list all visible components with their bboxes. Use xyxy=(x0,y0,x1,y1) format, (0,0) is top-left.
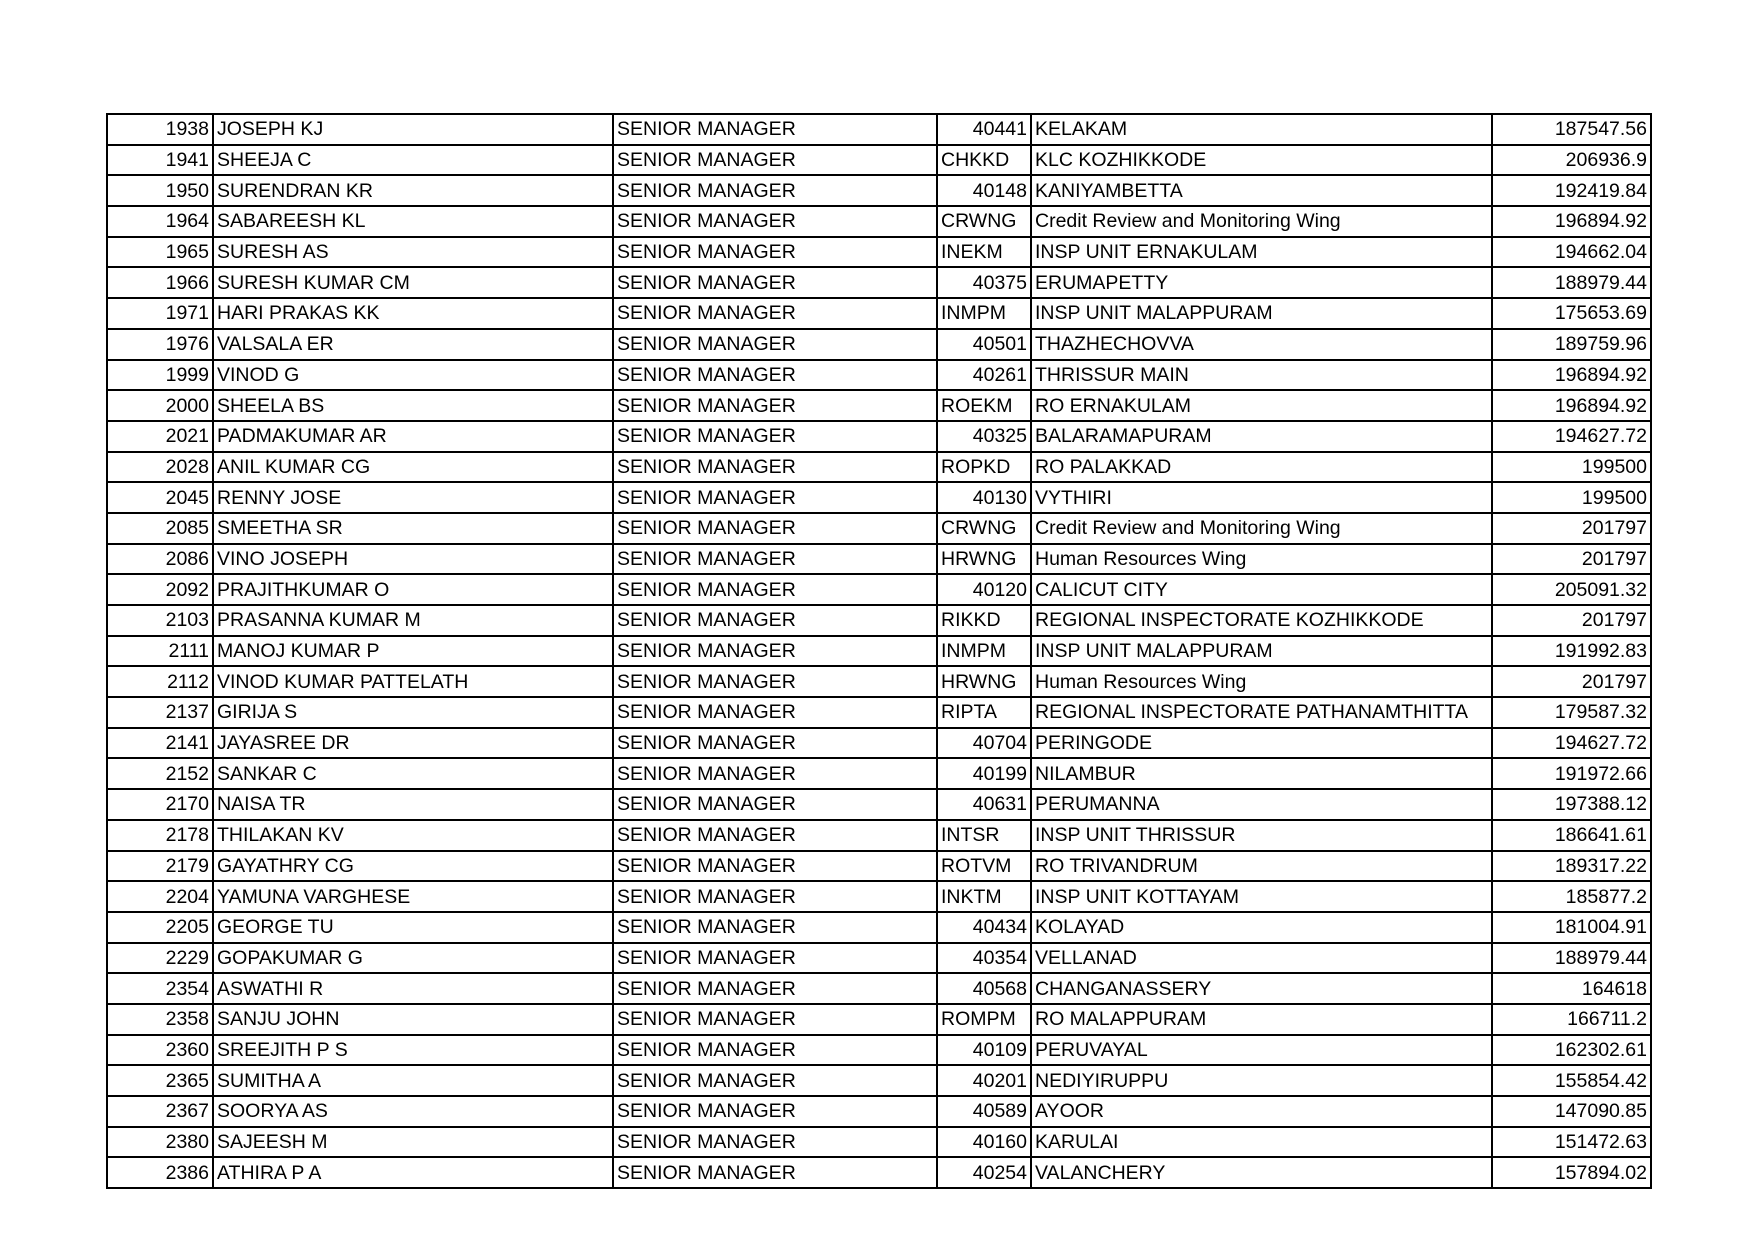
employee-id-cell: 1938 xyxy=(107,114,213,145)
designation-cell: SENIOR MANAGER xyxy=(613,329,937,360)
table-row xyxy=(107,114,1651,145)
designation-cell: SENIOR MANAGER xyxy=(613,728,937,759)
office-name-cell: AYOOR xyxy=(1031,1096,1492,1127)
designation-cell: SENIOR MANAGER xyxy=(613,175,937,206)
employee-id-cell: 2170 xyxy=(107,789,213,820)
office-name-cell: PERUVAYAL xyxy=(1031,1035,1492,1066)
amount-cell: 185877.2 xyxy=(1492,881,1651,912)
designation-cell: SENIOR MANAGER xyxy=(613,267,937,298)
branch-code-cell: ROPKD xyxy=(937,452,1031,483)
employee-name-cell: GAYATHRY CG xyxy=(213,851,613,882)
office-name-cell: INSP UNIT MALAPPURAM xyxy=(1031,298,1492,329)
branch-code-cell: 40568 xyxy=(937,973,1031,1004)
office-name-cell: PERUMANNA xyxy=(1031,789,1492,820)
employee-id-cell: 1999 xyxy=(107,360,213,391)
branch-code-cell: RIPTA xyxy=(937,697,1031,728)
amount-cell: 201797 xyxy=(1492,513,1651,544)
designation-cell: SENIOR MANAGER xyxy=(613,544,937,575)
designation-cell: SENIOR MANAGER xyxy=(613,1127,937,1158)
table-row xyxy=(107,237,1651,268)
amount-cell: 147090.85 xyxy=(1492,1096,1651,1127)
amount-cell: 206936.9 xyxy=(1492,145,1651,176)
office-name-cell: Credit Review and Monitoring Wing xyxy=(1031,206,1492,237)
branch-code-cell: 40354 xyxy=(937,943,1031,974)
employee-name-cell: YAMUNA VARGHESE xyxy=(213,881,613,912)
designation-cell: SENIOR MANAGER xyxy=(613,943,937,974)
employee-id-cell: 2360 xyxy=(107,1035,213,1066)
designation-cell: SENIOR MANAGER xyxy=(613,513,937,544)
amount-cell: 175653.69 xyxy=(1492,298,1651,329)
employee-id-cell: 1950 xyxy=(107,175,213,206)
table-row xyxy=(107,605,1651,636)
branch-code-cell: ROTVM xyxy=(937,851,1031,882)
designation-cell: SENIOR MANAGER xyxy=(613,574,937,605)
office-name-cell: INSP UNIT KOTTAYAM xyxy=(1031,881,1492,912)
table-row xyxy=(107,1035,1651,1066)
designation-cell: SENIOR MANAGER xyxy=(613,881,937,912)
table-row xyxy=(107,636,1651,667)
employee-name-cell: PRAJITHKUMAR O xyxy=(213,574,613,605)
office-name-cell: KANIYAMBETTA xyxy=(1031,175,1492,206)
amount-cell: 201797 xyxy=(1492,605,1651,636)
amount-cell: 162302.61 xyxy=(1492,1035,1651,1066)
office-name-cell: KLC KOZHIKKODE xyxy=(1031,145,1492,176)
branch-code-cell: CHKKD xyxy=(937,145,1031,176)
employee-name-cell: SURESH KUMAR CM xyxy=(213,267,613,298)
employee-id-cell: 2112 xyxy=(107,666,213,697)
table-row xyxy=(107,666,1651,697)
designation-cell: SENIOR MANAGER xyxy=(613,206,937,237)
table-row xyxy=(107,267,1651,298)
designation-cell: SENIOR MANAGER xyxy=(613,666,937,697)
designation-cell: SENIOR MANAGER xyxy=(613,390,937,421)
amount-cell: 191972.66 xyxy=(1492,758,1651,789)
table-row xyxy=(107,574,1651,605)
branch-code-cell: 40261 xyxy=(937,360,1031,391)
designation-cell: SENIOR MANAGER xyxy=(613,973,937,1004)
employee-id-cell: 2386 xyxy=(107,1157,213,1188)
employee-name-cell: SANKAR C xyxy=(213,758,613,789)
office-name-cell: PERINGODE xyxy=(1031,728,1492,759)
designation-cell: SENIOR MANAGER xyxy=(613,482,937,513)
amount-cell: 186641.61 xyxy=(1492,820,1651,851)
employee-name-cell: NAISA TR xyxy=(213,789,613,820)
amount-cell: 191992.83 xyxy=(1492,636,1651,667)
table-row xyxy=(107,1127,1651,1158)
designation-cell: SENIOR MANAGER xyxy=(613,912,937,943)
employee-id-cell: 1966 xyxy=(107,267,213,298)
office-name-cell: VALANCHERY xyxy=(1031,1157,1492,1188)
employee-id-cell: 2085 xyxy=(107,513,213,544)
employee-name-cell: VINO JOSEPH xyxy=(213,544,613,575)
table-row xyxy=(107,145,1651,176)
designation-cell: SENIOR MANAGER xyxy=(613,1157,937,1188)
table-row xyxy=(107,298,1651,329)
office-name-cell: REGIONAL INSPECTORATE KOZHIKKODE xyxy=(1031,605,1492,636)
branch-code-cell: 40441 xyxy=(937,114,1031,145)
employee-name-cell: GOPAKUMAR G xyxy=(213,943,613,974)
designation-cell: SENIOR MANAGER xyxy=(613,697,937,728)
designation-cell: SENIOR MANAGER xyxy=(613,758,937,789)
employee-id-cell: 2354 xyxy=(107,973,213,1004)
designation-cell: SENIOR MANAGER xyxy=(613,145,937,176)
amount-cell: 166711.2 xyxy=(1492,1004,1651,1035)
employee-name-cell: JOSEPH KJ xyxy=(213,114,613,145)
employee-name-cell: HARI PRAKAS KK xyxy=(213,298,613,329)
office-name-cell: RO TRIVANDRUM xyxy=(1031,851,1492,882)
table-row xyxy=(107,789,1651,820)
table-row xyxy=(107,728,1651,759)
amount-cell: 196894.92 xyxy=(1492,206,1651,237)
table-row xyxy=(107,851,1651,882)
employee-name-cell: SREEJITH P S xyxy=(213,1035,613,1066)
designation-cell: SENIOR MANAGER xyxy=(613,421,937,452)
employee-id-cell: 2045 xyxy=(107,482,213,513)
branch-code-cell: 40120 xyxy=(937,574,1031,605)
amount-cell: 157894.02 xyxy=(1492,1157,1651,1188)
office-name-cell: BALARAMAPURAM xyxy=(1031,421,1492,452)
branch-code-cell: 40160 xyxy=(937,1127,1031,1158)
branch-code-cell: INKTM xyxy=(937,881,1031,912)
amount-cell: 199500 xyxy=(1492,452,1651,483)
branch-code-cell: INEKM xyxy=(937,237,1031,268)
branch-code-cell: INMPM xyxy=(937,636,1031,667)
employee-id-cell: 1971 xyxy=(107,298,213,329)
amount-cell: 196894.92 xyxy=(1492,360,1651,391)
table-row xyxy=(107,513,1651,544)
amount-cell: 188979.44 xyxy=(1492,943,1651,974)
designation-cell: SENIOR MANAGER xyxy=(613,605,937,636)
designation-cell: SENIOR MANAGER xyxy=(613,1004,937,1035)
employee-name-cell: ANIL KUMAR CG xyxy=(213,452,613,483)
employee-id-cell: 2178 xyxy=(107,820,213,851)
employee-name-cell: RENNY JOSE xyxy=(213,482,613,513)
table-row xyxy=(107,912,1651,943)
designation-cell: SENIOR MANAGER xyxy=(613,636,937,667)
employee-id-cell: 1941 xyxy=(107,145,213,176)
designation-cell: SENIOR MANAGER xyxy=(613,1065,937,1096)
designation-cell: SENIOR MANAGER xyxy=(613,789,937,820)
table-row xyxy=(107,820,1651,851)
office-name-cell: CALICUT CITY xyxy=(1031,574,1492,605)
employee-id-cell: 2179 xyxy=(107,851,213,882)
employee-name-cell: SUMITHA A xyxy=(213,1065,613,1096)
employee-id-cell: 2028 xyxy=(107,452,213,483)
employee-id-cell: 2137 xyxy=(107,697,213,728)
amount-cell: 155854.42 xyxy=(1492,1065,1651,1096)
table-row xyxy=(107,329,1651,360)
employee-name-cell: SANJU JOHN xyxy=(213,1004,613,1035)
employee-name-cell: ATHIRA P A xyxy=(213,1157,613,1188)
branch-code-cell: 40254 xyxy=(937,1157,1031,1188)
table-row xyxy=(107,758,1651,789)
table-row xyxy=(107,1157,1651,1188)
employee-id-cell: 2367 xyxy=(107,1096,213,1127)
table-row xyxy=(107,360,1651,391)
employee-name-cell: SHEELA BS xyxy=(213,390,613,421)
table-row xyxy=(107,1096,1651,1127)
table-row xyxy=(107,206,1651,237)
branch-code-cell: ROMPM xyxy=(937,1004,1031,1035)
office-name-cell: CHANGANASSERY xyxy=(1031,973,1492,1004)
employee-name-cell: SMEETHA SR xyxy=(213,513,613,544)
amount-cell: 199500 xyxy=(1492,482,1651,513)
employee-name-cell: SHEEJA C xyxy=(213,145,613,176)
amount-cell: 188979.44 xyxy=(1492,267,1651,298)
employee-name-cell: SURENDRAN KR xyxy=(213,175,613,206)
employee-name-cell: PRASANNA KUMAR M xyxy=(213,605,613,636)
table-row xyxy=(107,452,1651,483)
branch-code-cell: CRWNG xyxy=(937,206,1031,237)
employee-name-cell: SURESH AS xyxy=(213,237,613,268)
employee-id-cell: 2365 xyxy=(107,1065,213,1096)
employee-id-cell: 2021 xyxy=(107,421,213,452)
employee-name-cell: SABAREESH KL xyxy=(213,206,613,237)
employee-id-cell: 1964 xyxy=(107,206,213,237)
amount-cell: 189759.96 xyxy=(1492,329,1651,360)
employee-table xyxy=(106,113,1652,1189)
employee-name-cell: THILAKAN KV xyxy=(213,820,613,851)
table-row xyxy=(107,1065,1651,1096)
branch-code-cell: 40325 xyxy=(937,421,1031,452)
employee-id-cell: 1965 xyxy=(107,237,213,268)
branch-code-cell: RIKKD xyxy=(937,605,1031,636)
employee-name-cell: GIRIJA S xyxy=(213,697,613,728)
office-name-cell: THAZHECHOVVA xyxy=(1031,329,1492,360)
amount-cell: 164618 xyxy=(1492,973,1651,1004)
branch-code-cell: 40109 xyxy=(937,1035,1031,1066)
table-row xyxy=(107,1004,1651,1035)
employee-name-cell: SAJEESH M xyxy=(213,1127,613,1158)
employee-name-cell: SOORYA AS xyxy=(213,1096,613,1127)
branch-code-cell: ROEKM xyxy=(937,390,1031,421)
amount-cell: 205091.32 xyxy=(1492,574,1651,605)
branch-code-cell: INMPM xyxy=(937,298,1031,329)
employee-id-cell: 2103 xyxy=(107,605,213,636)
branch-code-cell: 40501 xyxy=(937,329,1031,360)
amount-cell: 189317.22 xyxy=(1492,851,1651,882)
table-row xyxy=(107,175,1651,206)
office-name-cell: NILAMBUR xyxy=(1031,758,1492,789)
employee-name-cell: ASWATHI R xyxy=(213,973,613,1004)
branch-code-cell: 40631 xyxy=(937,789,1031,820)
branch-code-cell: 40201 xyxy=(937,1065,1031,1096)
table-row xyxy=(107,421,1651,452)
amount-cell: 194627.72 xyxy=(1492,728,1651,759)
branch-code-cell: CRWNG xyxy=(937,513,1031,544)
branch-code-cell: 40375 xyxy=(937,267,1031,298)
designation-cell: SENIOR MANAGER xyxy=(613,298,937,329)
office-name-cell: KARULAI xyxy=(1031,1127,1492,1158)
amount-cell: 201797 xyxy=(1492,666,1651,697)
branch-code-cell: 40148 xyxy=(937,175,1031,206)
branch-code-cell: 40199 xyxy=(937,758,1031,789)
office-name-cell: RO ERNAKULAM xyxy=(1031,390,1492,421)
employee-name-cell: JAYASREE DR xyxy=(213,728,613,759)
table-row xyxy=(107,482,1651,513)
table-row xyxy=(107,544,1651,575)
amount-cell: 151472.63 xyxy=(1492,1127,1651,1158)
employee-id-cell: 2086 xyxy=(107,544,213,575)
branch-code-cell: 40434 xyxy=(937,912,1031,943)
branch-code-cell: HRWNG xyxy=(937,544,1031,575)
branch-code-cell: 40589 xyxy=(937,1096,1031,1127)
amount-cell: 179587.32 xyxy=(1492,697,1651,728)
branch-code-cell: HRWNG xyxy=(937,666,1031,697)
office-name-cell: REGIONAL INSPECTORATE PATHANAMTHITTA xyxy=(1031,697,1492,728)
designation-cell: SENIOR MANAGER xyxy=(613,114,937,145)
office-name-cell: Credit Review and Monitoring Wing xyxy=(1031,513,1492,544)
employee-name-cell: VINOD G xyxy=(213,360,613,391)
amount-cell: 196894.92 xyxy=(1492,390,1651,421)
employee-id-cell: 2204 xyxy=(107,881,213,912)
designation-cell: SENIOR MANAGER xyxy=(613,452,937,483)
employee-name-cell: GEORGE TU xyxy=(213,912,613,943)
office-name-cell: KOLAYAD xyxy=(1031,912,1492,943)
employee-name-cell: VALSALA ER xyxy=(213,329,613,360)
table-row xyxy=(107,881,1651,912)
employee-name-cell: VINOD KUMAR PATTELATH xyxy=(213,666,613,697)
designation-cell: SENIOR MANAGER xyxy=(613,237,937,268)
office-name-cell: RO MALAPPURAM xyxy=(1031,1004,1492,1035)
table-row xyxy=(107,697,1651,728)
amount-cell: 192419.84 xyxy=(1492,175,1651,206)
table-body xyxy=(107,114,1651,1188)
amount-cell: 194627.72 xyxy=(1492,421,1651,452)
employee-id-cell: 2358 xyxy=(107,1004,213,1035)
amount-cell: 194662.04 xyxy=(1492,237,1651,268)
employee-id-cell: 2141 xyxy=(107,728,213,759)
branch-code-cell: 40130 xyxy=(937,482,1031,513)
office-name-cell: ERUMAPETTY xyxy=(1031,267,1492,298)
employee-name-cell: MANOJ KUMAR P xyxy=(213,636,613,667)
office-name-cell: KELAKAM xyxy=(1031,114,1492,145)
employee-id-cell: 2111 xyxy=(107,636,213,667)
table-row xyxy=(107,973,1651,1004)
employee-id-cell: 2205 xyxy=(107,912,213,943)
employee-name-cell: PADMAKUMAR AR xyxy=(213,421,613,452)
designation-cell: SENIOR MANAGER xyxy=(613,1096,937,1127)
table-row xyxy=(107,943,1651,974)
designation-cell: SENIOR MANAGER xyxy=(613,851,937,882)
employee-id-cell: 2092 xyxy=(107,574,213,605)
designation-cell: SENIOR MANAGER xyxy=(613,360,937,391)
designation-cell: SENIOR MANAGER xyxy=(613,1035,937,1066)
branch-code-cell: 40704 xyxy=(937,728,1031,759)
table-row xyxy=(107,390,1651,421)
office-name-cell: VYTHIRI xyxy=(1031,482,1492,513)
office-name-cell: Human Resources Wing xyxy=(1031,544,1492,575)
amount-cell: 187547.56 xyxy=(1492,114,1651,145)
amount-cell: 201797 xyxy=(1492,544,1651,575)
office-name-cell: INSP UNIT ERNAKULAM xyxy=(1031,237,1492,268)
office-name-cell: Human Resources Wing xyxy=(1031,666,1492,697)
branch-code-cell: INTSR xyxy=(937,820,1031,851)
office-name-cell: VELLANAD xyxy=(1031,943,1492,974)
office-name-cell: THRISSUR MAIN xyxy=(1031,360,1492,391)
employee-id-cell: 2229 xyxy=(107,943,213,974)
employee-id-cell: 2380 xyxy=(107,1127,213,1158)
employee-id-cell: 2000 xyxy=(107,390,213,421)
employee-id-cell: 2152 xyxy=(107,758,213,789)
amount-cell: 181004.91 xyxy=(1492,912,1651,943)
office-name-cell: INSP UNIT THRISSUR xyxy=(1031,820,1492,851)
office-name-cell: RO PALAKKAD xyxy=(1031,452,1492,483)
employee-id-cell: 1976 xyxy=(107,329,213,360)
designation-cell: SENIOR MANAGER xyxy=(613,820,937,851)
amount-cell: 197388.12 xyxy=(1492,789,1651,820)
office-name-cell: NEDIYIRUPPU xyxy=(1031,1065,1492,1096)
office-name-cell: INSP UNIT MALAPPURAM xyxy=(1031,636,1492,667)
